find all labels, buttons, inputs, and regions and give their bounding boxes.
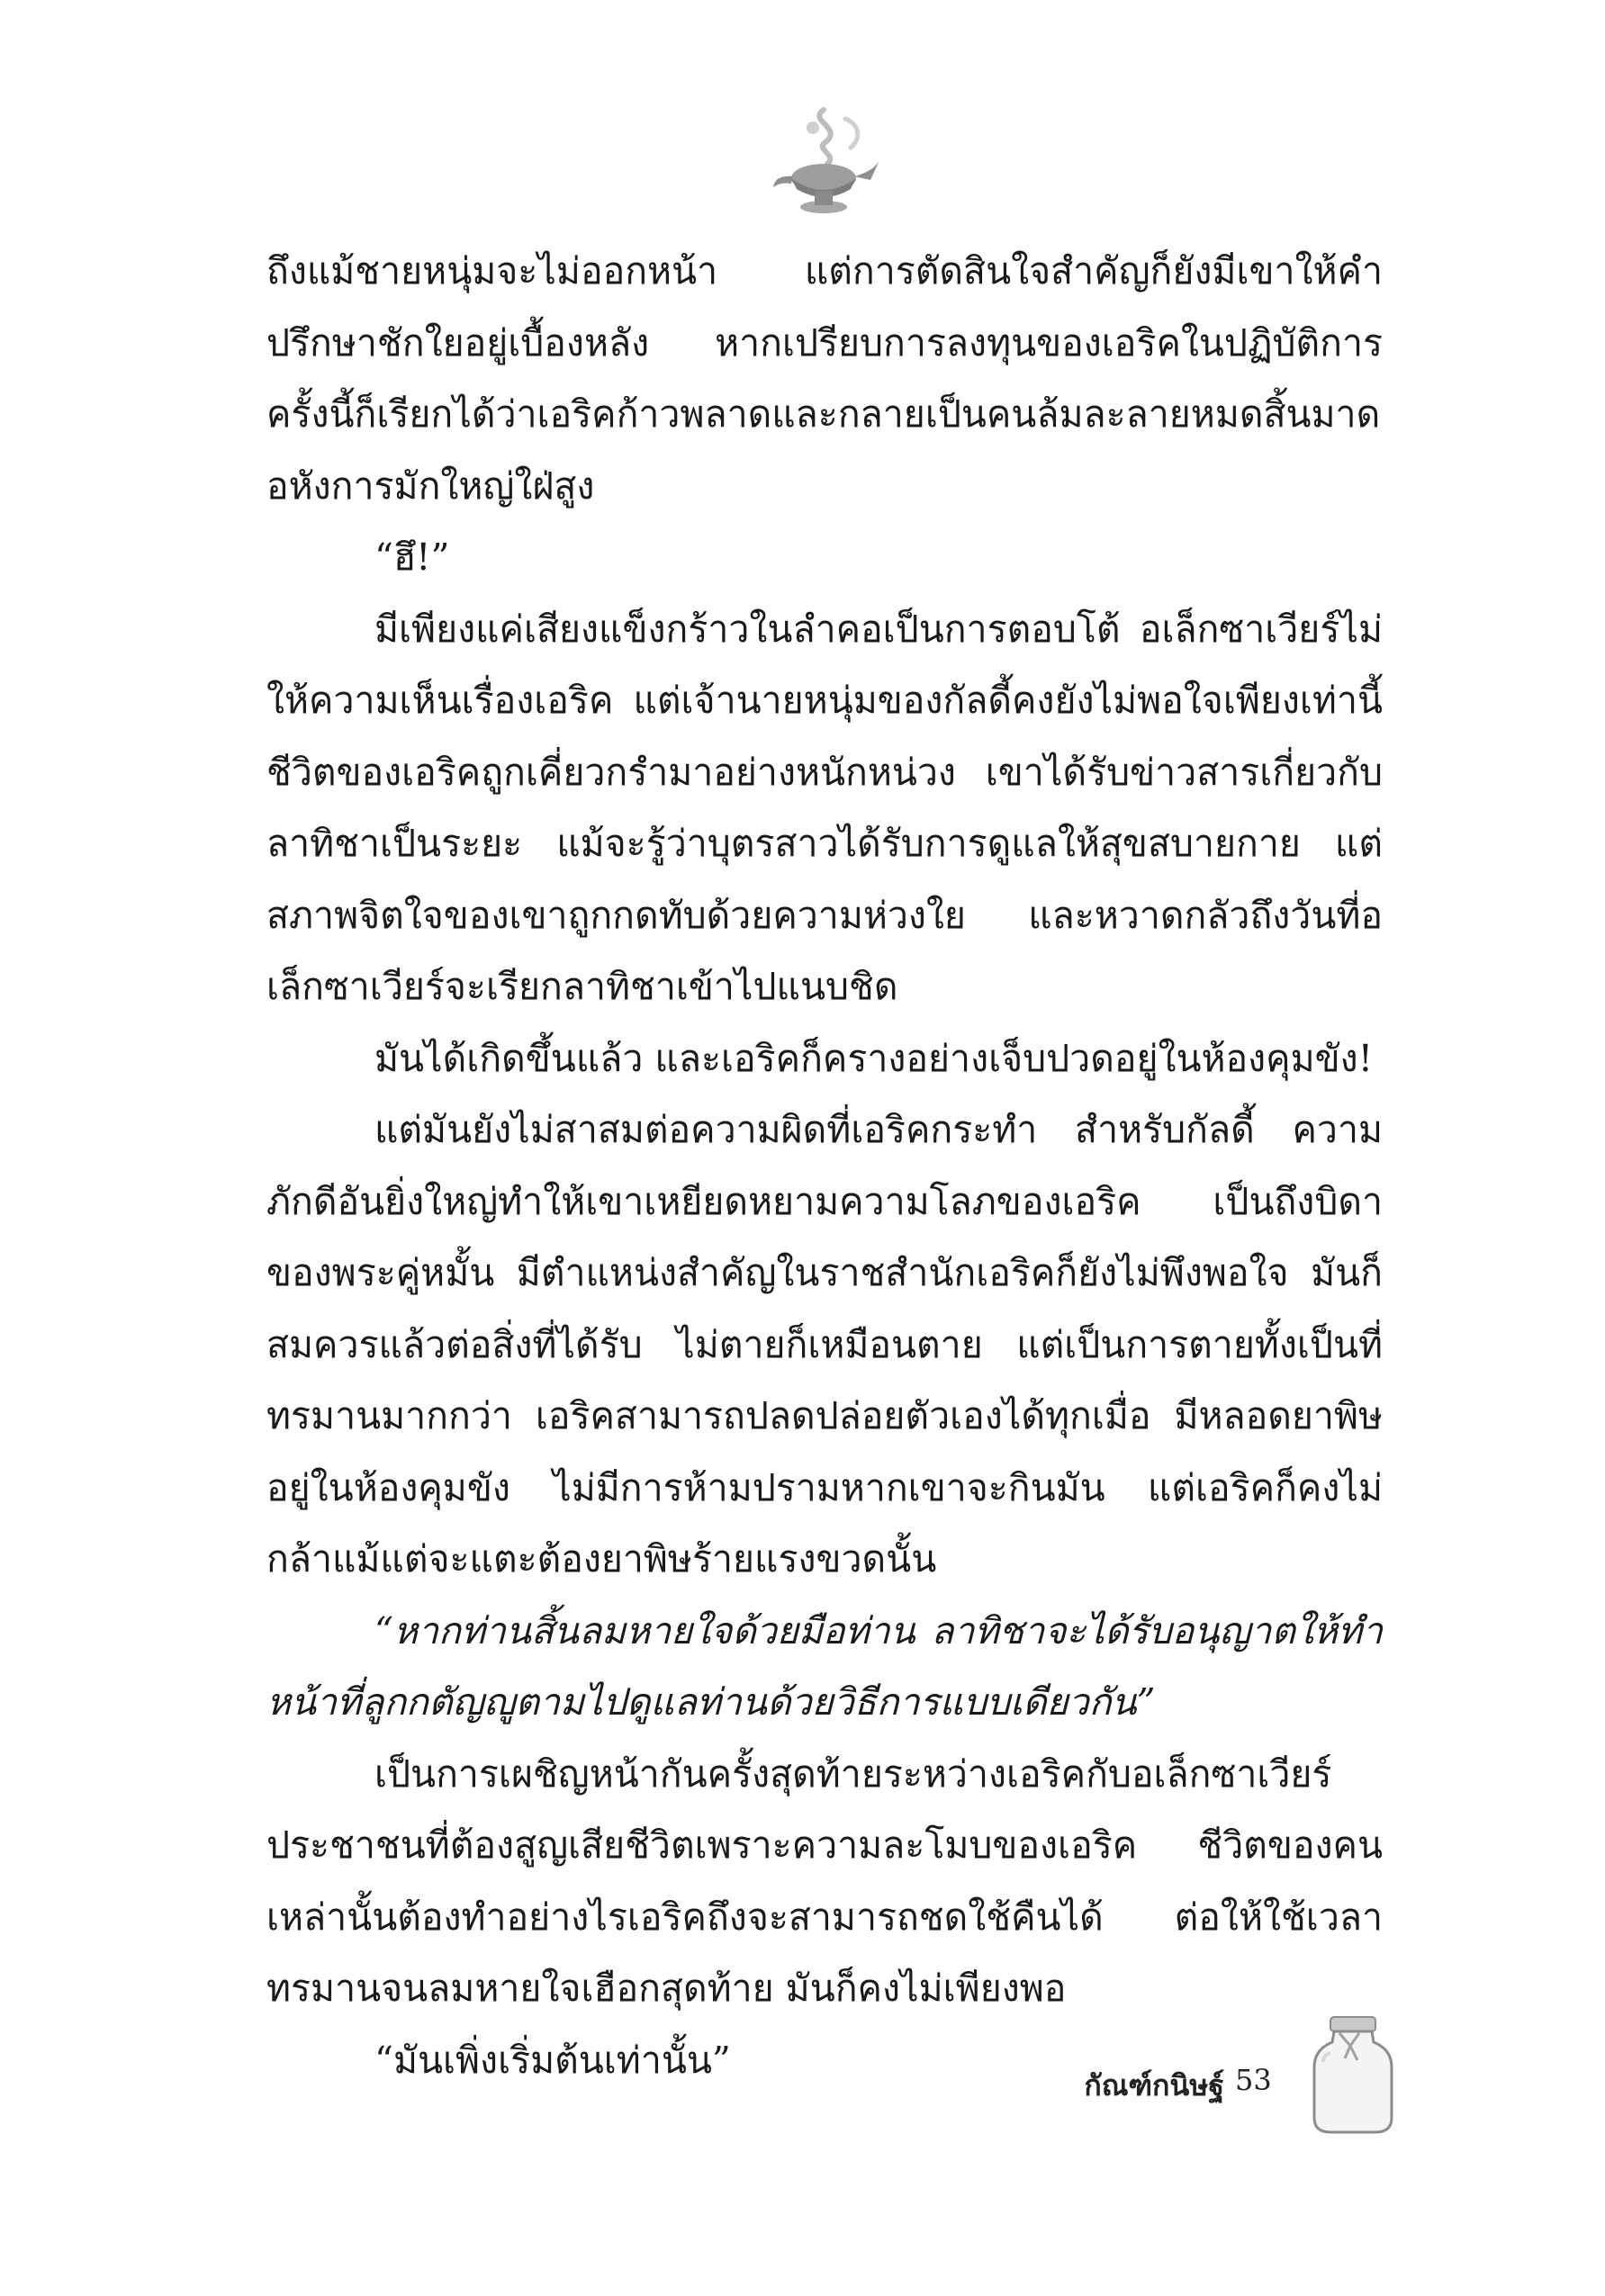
paragraph: แต่มันยังไม่สาสมต่อความผิดที่เอริคกระทำ สำหรับกัลดี้ ความภักดีอันยิ่งใหญ่ทำให้เขาเหยียดหยามความโลภของเอริค เป็นถึงบิดาของพระคู่หมั้น มีตำแหน่งสำคัญในราชสำนักเอริคก็ยังไม่พึงพอใจ มันก็สมควรแล้วต่อสิ่งที่ได้รับ ไม่ตายก็เหมือนตาย แต่เป็นการตายทั้งเป็นที่ทรมานมากกว่า เอริคสามารถปลดปล่อยตัวเองได้ทุกเมื่อ มีหลอดยาพิษอยู่ในห้องคุมขัง ไม่มีการห้ามปรามหากเขาจะกินมัน แต่เอริคก็คงไม่กล้าแม้แต่จะแตะต้องยาพิษร้ายแรงขวดนั้น: [266, 1108, 1383, 1580]
italic-quote: “หากท่านสิ้นลมหายใจด้วยมือท่าน ลาทิชาจะได้รับอนุญาตให้ทำหน้าที่ลูกกตัญญูตามไปดูแลท่านด้วยวิธีการแบบเดียวกัน”: [266, 1608, 1383, 1724]
book-title: กัณฑ์กนิษฐ์: [1084, 2068, 1224, 2102]
paragraph: ถึงแม้ชายหนุ่มจะไม่ออกหน้า แต่การตัดสินใจสำคัญก็ยังมีเขาให้คำปรึกษาชักใยอยู่เบื้องหลัง หากเปรียบการลงทุนของเอริคในปฏิบัติการครั้งนี้ก็เรียกได้ว่าเอริคก้าวพลาดและกลายเป็นคนล้มละลายหมดสิ้นมาดอหังการมักใหญ่ใฝ่สูง: [266, 249, 1383, 508]
paragraph: มันได้เกิดขึ้นแล้ว และเอริคก็ครางอย่างเจ็บปวดอยู่ในห้องคุมขัง!: [374, 1036, 1374, 1080]
body-text: [266, 236, 1383, 2096]
jar-icon: [1303, 2012, 1402, 2138]
paragraph: เป็นการเผชิญหน้ากันครั้งสุดท้ายระหว่างเอริคกับอเล็กซาเวียร์ ประชาชนที่ต้องสูญเสียชีวิตเพราะความละโมบของเอริค ชีวิตของคนเหล่านั้นต้องทำอย่างไรเอริคถึงจะสามารถชดใช้คืนได้ ต่อให้ใช้เวลาทรมานจนลมหายใจเฮือกสุดท้าย มันก็คงไม่เพียงพอ: [266, 1751, 1383, 2010]
page-number: 53: [1235, 2063, 1272, 2097]
dialogue-line: “ฮึ!”: [374, 536, 450, 579]
genie-lamp-icon: [761, 101, 887, 218]
paragraph: มีเพียงแค่เสียงแข็งกร้าวในลำคอเป็นการตอบโต้ อเล็กซาเวียร์ไม่ให้ความเห็นเรื่องเอริค แต่เจ้านายหนุ่มของกัลดี้คงยังไม่พอใจเพียงเท่านี้ ชีวิตของเอริคถูกเคี่ยวกรำมาอย่างหนักหน่วง เขาได้รับข่าวสารเกี่ยวกับลาทิชาเป็นระยะ แม้จะรู้ว่าบุตรสาวได้รับการดูแลให้สุขสบายกาย แต่สภาพจิตใจของเขาถูกกดทับด้วยความห่วงใย และหวาดกลัวถึงวันที่อเล็กซาเวียร์จะเรียกลาทิชาเข้าไปแนบชิด: [266, 607, 1383, 1008]
dialogue-line: “มันเพิ่งเริ่มต้นเท่านั้น”: [374, 2038, 731, 2082]
